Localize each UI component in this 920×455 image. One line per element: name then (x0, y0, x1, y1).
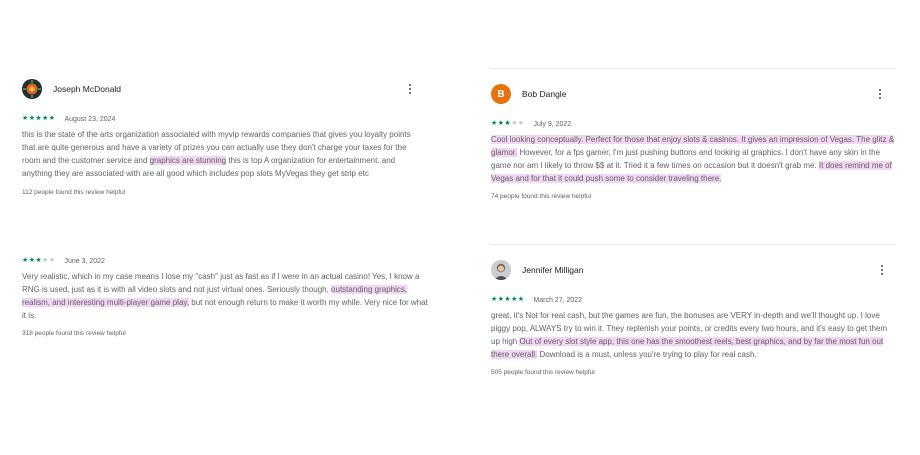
review-text (491, 133, 896, 185)
star-filled-icon: ★ (22, 257, 29, 264)
star-empty-icon: ★ (517, 120, 525, 127)
review-text (22, 270, 428, 322)
reviewer-name: Jennifer Milligan (522, 265, 584, 275)
divider (490, 244, 896, 245)
highlighted-text: It does remind me of Vegas and for that it could push some to consider traveling there. (491, 161, 892, 184)
star-filled-icon: ★ (28, 257, 36, 264)
helpful-count: 74 people found this review helpful (491, 193, 592, 201)
star-filled-icon: ★ (511, 296, 518, 303)
star-filled-icon: ★ (504, 120, 512, 127)
photo-avatar (491, 260, 511, 280)
star-filled-icon: ★ (497, 296, 505, 303)
star-filled-icon: ★ (28, 115, 36, 122)
star-rating (22, 114, 55, 124)
review-date: August 23, 2024 (64, 115, 116, 123)
review-text-segment: this is the state of the arts organization associated with myvip rewards companies that gives you loyalty points that are quite generous and have a variety of prizes you can actually use they don't charge your taxes for the room and the customer service and (22, 130, 411, 166)
reviewer-name: Bob Dangle (522, 89, 567, 99)
review-date: July 9, 2022 (533, 120, 572, 128)
review-text-segment: great, it's Not for real cash, but the games are fun, the bonuses are VERY in-depth and we'll thought up. I love piggy pop, ALWAYS try to win it. They replenish your points, or credits every two hours, and it's easy to get them up high (491, 311, 888, 347)
more-options-icon[interactable] (876, 260, 888, 280)
review-text-segment: Very realistic, which in my case means I lose my "cash" just as fast as if I were in an actual casino! Yes, I know a RNG is used, just as it is with all video slots and not just virtual ones. Seriously though, (22, 272, 420, 295)
casino-chip-icon (22, 79, 42, 99)
helpful-count: 318 people found this review helpful (22, 330, 126, 338)
star-filled-icon: ★ (497, 120, 505, 127)
highlighted-text: outstanding graphics, realism, and interesting multi-player game play, (22, 285, 408, 308)
star-filled-icon: ★ (42, 115, 49, 122)
review-meta (22, 256, 428, 266)
review-card (22, 79, 416, 196)
profile-photo-icon (491, 260, 511, 280)
star-filled-icon: ★ (35, 115, 43, 122)
review-meta (491, 119, 896, 129)
more-options-icon[interactable] (874, 84, 886, 104)
star-rating (22, 256, 55, 266)
helpful-count: 112 people found this review helpful (22, 189, 126, 197)
star-filled-icon: ★ (504, 296, 512, 303)
star-empty-icon: ★ (42, 257, 49, 264)
review-text-segment: Download is a must, unless you're trying to play for real cash. (537, 350, 757, 360)
star-filled-icon: ★ (35, 257, 43, 264)
star-filled-icon: ★ (491, 120, 498, 127)
highlighted-text: graphics are stunning (149, 156, 227, 166)
divider (490, 68, 896, 69)
review-card (22, 256, 428, 337)
helpful-count: 505 people found this review helpful (491, 369, 595, 377)
review-date: March 27, 2022 (533, 296, 583, 304)
star-empty-icon: ★ (511, 120, 518, 127)
review-text-segment: but not enough return to make it worth my while. Very nice for what it is. (22, 298, 428, 321)
review-header (491, 260, 896, 280)
more-options-icon[interactable] (404, 79, 416, 99)
review-card (491, 84, 896, 200)
avatar: B (491, 84, 511, 104)
review-text-segment: However, for a fps gamer, I'm just pushing buttons and looking at graphics. I don't have any skin in the game nor am I likely to throw $$ at it. Tried it a few times on occasion but it doesn't grab me. (491, 148, 881, 171)
star-filled-icon: ★ (517, 296, 525, 303)
star-filled-icon: ★ (491, 296, 498, 303)
star-rating (491, 119, 524, 129)
review-meta (491, 295, 896, 305)
review-meta (22, 114, 416, 124)
review-header (491, 84, 896, 104)
review-header (22, 79, 416, 99)
star-empty-icon: ★ (48, 257, 56, 264)
star-rating (491, 295, 524, 305)
review-card (491, 260, 896, 376)
review-text (22, 128, 416, 180)
star-filled-icon: ★ (22, 115, 29, 122)
highlighted-text: Cool looking conceptually. Perfect for those that enjoy slots & casinos. It gives an impression of Vegas. The glitz & glamor. (491, 135, 895, 158)
review-text (491, 309, 896, 361)
review-date: June 3, 2022 (64, 257, 105, 265)
review-text-segment: this is top A organization for entertainment. and anything they are associated with are all good which includes pop slots MyVegas they get strip etc (22, 156, 396, 179)
star-filled-icon: ★ (48, 115, 56, 122)
casino-chip-avatar (22, 79, 42, 99)
reviewer-name: Joseph McDonald (53, 84, 122, 94)
highlighted-text: Out of every slot style app, this one has the smoothest reels, best graphics, and by far the most fun out there overall. (491, 337, 884, 360)
